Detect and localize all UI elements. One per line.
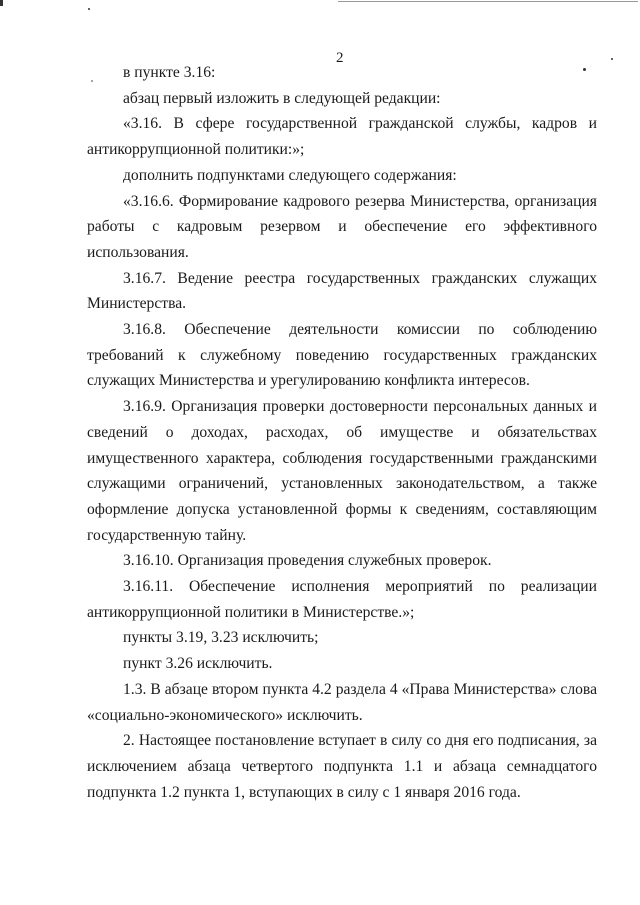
scan-artifact-line	[338, 1, 638, 2]
paragraph: 1.3. В абзаце втором пункта 4.2 раздела 4 «Права Министерства» слова «социально-экономического» исключить.	[87, 680, 597, 724]
paragraph: пункты 3.19, 3.23 исключить;	[123, 629, 319, 647]
document-body	[87, 60, 597, 805]
scan-speck	[611, 58, 613, 60]
paragraph: 3.16.7. Ведение реестра государственных гражданских служащих Министерства.	[87, 269, 597, 313]
paragraph: абзац первый изложить в следующей редакции:	[123, 89, 441, 107]
paragraph: пункт 3.26 исключить.	[123, 655, 273, 673]
paragraph: 3.16.11. Обеспечение исполнения мероприятий по реализации антикоррупционной политики в Министерстве.»;	[87, 578, 597, 621]
paragraph: дополнить подпунктами следующего содержания:	[123, 166, 457, 184]
scan-speck	[0, 0, 3, 6]
paragraph: 3.16.8. Обеспечение деятельности комиссии по соблюдению требований к служебному поведению государственных гражданских служащих Министерства и урегулированию конфликта интересов.	[87, 321, 597, 390]
paragraph: в пункте 3.16:	[123, 64, 216, 81]
paragraph: «3.16. В сфере государственной гражданской службы, кадров и антикоррупционной политики:»;	[87, 115, 597, 159]
paragraph: 3.16.9. Организация проверки достоверности персональных данных и сведений о доходах, расходах, об имуществе и обязательствах имущественного характера, соблюдения государственными гражданскими служащими ограничений, установленных законодательством, а также оформление допуска установленной формы к сведениям, составляющим государственную тайну.	[87, 398, 597, 544]
scan-speck	[88, 8, 90, 10]
paragraph: 2. Настоящее постановление вступает в силу со дня его подписания, за исключением абзаца четвертого подпункта 1.1 и абзаца семнадцатого подпункта 1.2 пункта 1, вступающих в силу с 1 января 2016 года.	[87, 732, 597, 801]
paragraph: 3.16.10. Организация проведения служебных проверок.	[123, 552, 492, 570]
paragraph: «3.16.6. Формирование кадрового резерва Министерства, организация работы с кадровым резервом и обеспечение его эффективного использования.	[87, 192, 597, 261]
page-number: 2	[336, 50, 344, 66]
